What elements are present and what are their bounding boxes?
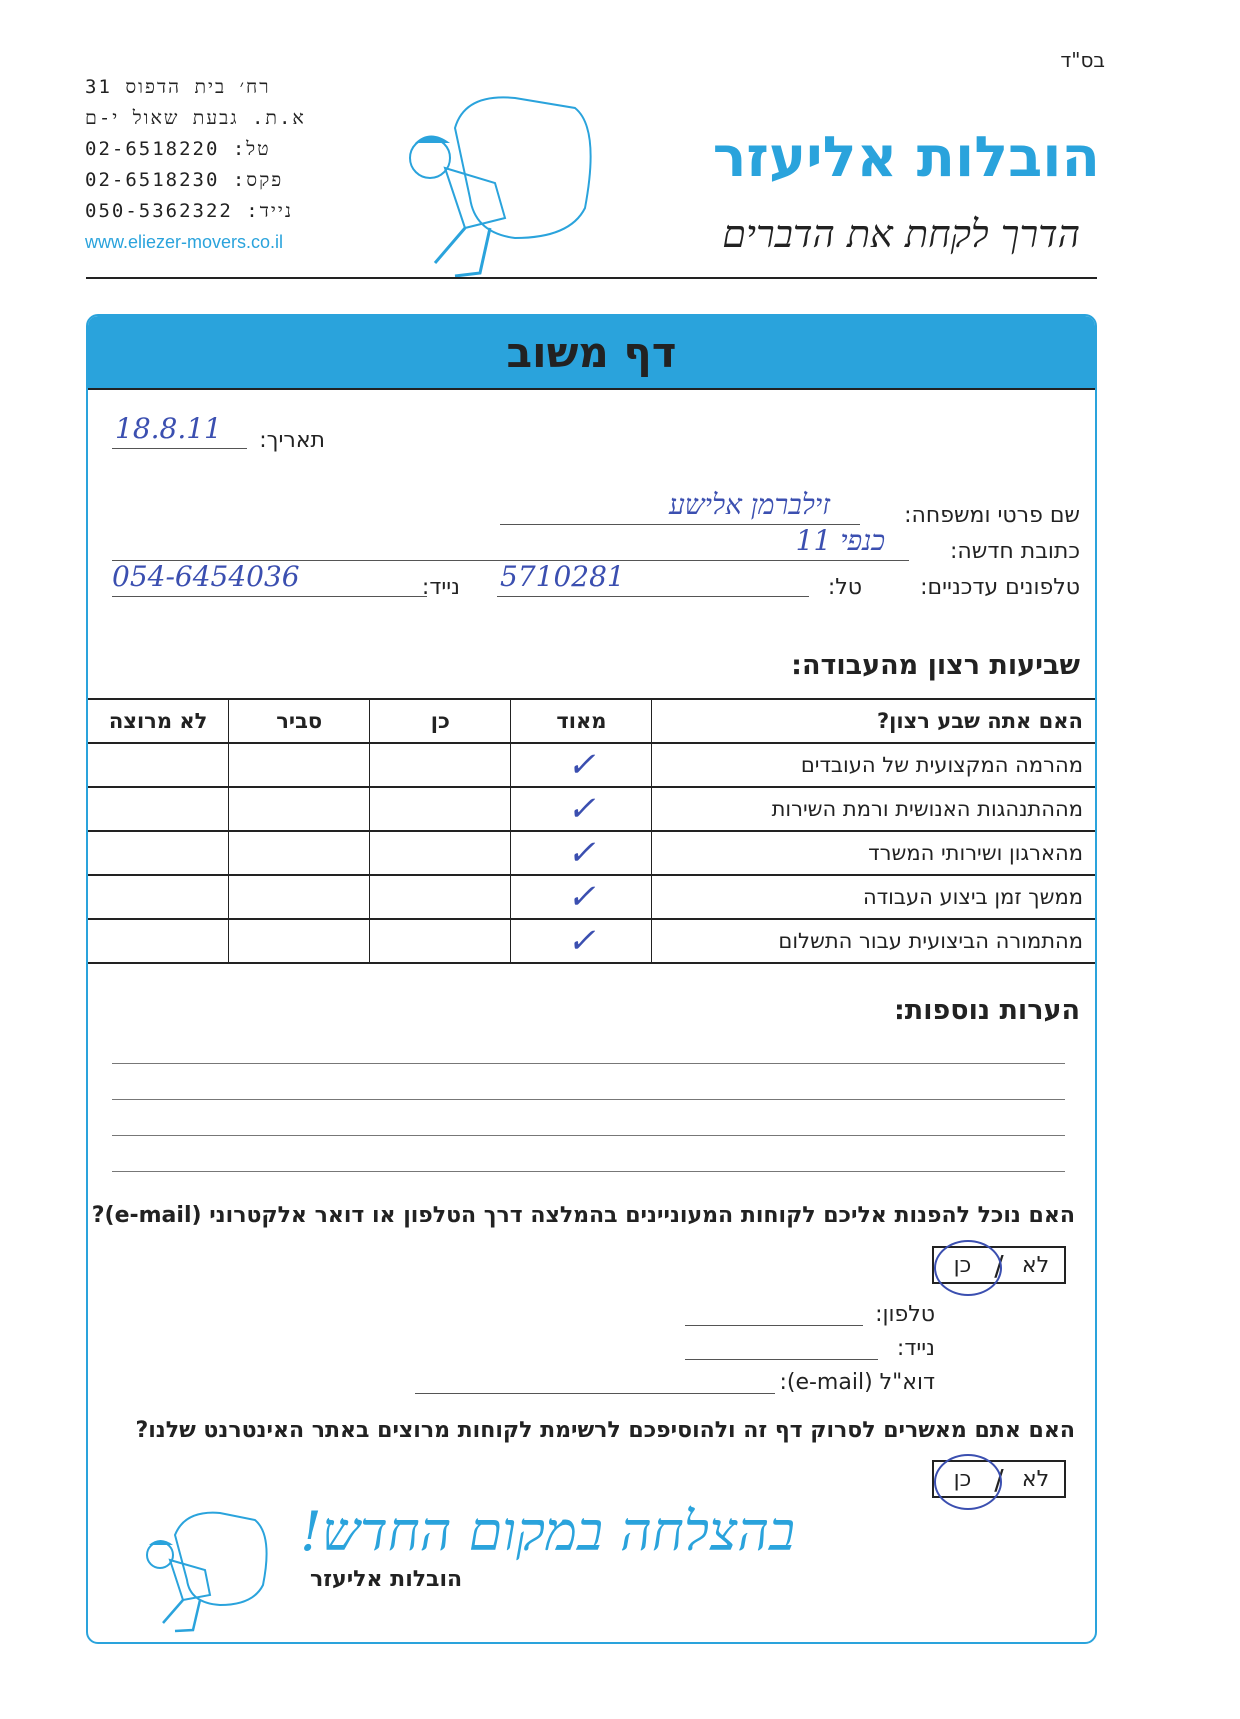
notes-line-1[interactable] — [112, 1063, 1065, 1064]
table-row — [88, 787, 1095, 831]
row-label: מהרמה המקצועית של העובדים — [652, 743, 1095, 787]
slogan: הדרך לקחת את הדברים — [722, 212, 1080, 256]
satisfaction-heading: שביעות רצון מהעבודה: — [791, 650, 1080, 681]
check-mark-icon: ✓ — [567, 833, 596, 873]
not-satisfied-cell[interactable] — [88, 919, 229, 963]
row-label: מהתמורה הביצועית עבור התשלום — [652, 919, 1095, 963]
yes-circle-mark — [934, 1454, 1002, 1510]
very-column-header: מאוד — [511, 699, 652, 743]
phone-line: טל: 02-6518220 — [85, 138, 271, 160]
form-title: דף משוב — [506, 327, 677, 377]
row-label: ממשך זמן ביצוע העבודה — [652, 875, 1095, 919]
table-row — [88, 875, 1095, 919]
publish-question: האם אתם מאשרים לסרוק דף זה ולהוסיפכם לרשימת לקוחות מרוצים באתר האינטרנט שלנו? — [135, 1418, 1075, 1443]
very-cell[interactable] — [511, 787, 652, 831]
phone-value: 5710281 — [500, 560, 625, 593]
referral-mobile-field[interactable] — [685, 1331, 878, 1360]
reasonable-cell[interactable] — [229, 743, 370, 787]
address-line-1: רח׳ בית הדפוס 31 — [85, 76, 271, 98]
notes-line-4[interactable] — [112, 1171, 1065, 1172]
company-name: הובלות אליעזר — [712, 125, 1100, 190]
address-line-2: א.ת. גבעת שאול י-ם — [85, 107, 306, 129]
referral-question: האם נוכל להפנות אליכם לקוחות המעוניינים בהמלצה דרך הטלפון או דואר אלקטרוני (e-mail)? — [91, 1203, 1075, 1228]
question-column-header: האם אתה שבע רצון? — [652, 699, 1095, 743]
not-satisfied-cell[interactable] — [88, 787, 229, 831]
notes-heading: הערות נוספות: — [893, 995, 1080, 1026]
very-cell[interactable] — [511, 919, 652, 963]
address-field[interactable] — [112, 532, 909, 561]
publish-no-option[interactable]: לא — [1021, 1466, 1050, 1492]
closing-company-name: הובלות אליעזר — [310, 1567, 463, 1592]
reasonable-cell[interactable] — [229, 919, 370, 963]
satisfaction-table — [88, 698, 1095, 964]
yes-cell[interactable] — [370, 787, 511, 831]
notes-line-3[interactable] — [112, 1135, 1065, 1136]
yes-cell[interactable] — [370, 743, 511, 787]
closing-wish: בהצלחה במקום החדש! — [300, 1500, 795, 1563]
check-mark-icon: ✓ — [567, 745, 596, 785]
table-row — [88, 743, 1095, 787]
yes-cell[interactable] — [370, 919, 511, 963]
name-value: זילברמן אלישע — [668, 488, 830, 521]
phone-label: טל: — [827, 575, 862, 600]
check-mark-icon: ✓ — [567, 921, 596, 961]
referral-email-label: דוא"ל (e-mail): — [779, 1370, 935, 1395]
yes-column-header: כן — [370, 699, 511, 743]
name-label: שם פרטי ומשפחה: — [904, 503, 1080, 528]
divider-slash: / — [994, 1462, 1004, 1496]
yes-circle-mark — [934, 1240, 1002, 1296]
referral-phone-field[interactable] — [685, 1297, 863, 1326]
mover-mascot-icon — [395, 88, 605, 283]
very-cell[interactable] — [511, 743, 652, 787]
referral-mobile-label: נייד: — [896, 1336, 935, 1361]
referral-email-field[interactable] — [415, 1365, 775, 1394]
not-satisfied-column-header: לא מרוצה — [88, 699, 229, 743]
table-row — [88, 919, 1095, 963]
bsd-mark: בס"ד — [1060, 48, 1105, 72]
contact-block — [85, 72, 345, 258]
reasonable-cell[interactable] — [229, 787, 370, 831]
phones-label: טלפונים עדכניים: — [920, 575, 1080, 600]
date-label: תאריך: — [259, 428, 325, 453]
notes-line-2[interactable] — [112, 1099, 1065, 1100]
yes-cell[interactable] — [370, 831, 511, 875]
fax-line: פקס: 02-6518230 — [85, 169, 284, 191]
not-satisfied-cell[interactable] — [88, 831, 229, 875]
table-row — [88, 831, 1095, 875]
very-cell[interactable] — [511, 831, 652, 875]
divider-slash: / — [994, 1248, 1004, 1282]
very-cell[interactable] — [511, 875, 652, 919]
reasonable-cell[interactable] — [229, 875, 370, 919]
referral-phone-label: טלפון: — [875, 1302, 935, 1327]
not-satisfied-cell[interactable] — [88, 875, 229, 919]
reasonable-column-header: סביר — [229, 699, 370, 743]
address-label: כתובת חדשה: — [949, 539, 1080, 564]
website-link[interactable]: www.eliezer-movers.co.il — [85, 232, 284, 252]
table-header-row — [88, 699, 1095, 743]
date-value: 18.8.11 — [115, 412, 222, 445]
referral-yes-option[interactable]: כן — [953, 1252, 972, 1278]
header-divider — [86, 277, 1097, 279]
address-value: כנפי 11 — [795, 524, 885, 557]
mobile-line: נייד: 050-5362322 — [85, 200, 294, 222]
not-satisfied-cell[interactable] — [88, 743, 229, 787]
check-mark-icon: ✓ — [567, 877, 596, 917]
check-mark-icon: ✓ — [567, 789, 596, 829]
row-label: מההתנהגות האנושית ורמת השירות — [652, 787, 1095, 831]
yes-cell[interactable] — [370, 875, 511, 919]
row-label: מהארגון ושירותי המשרד — [652, 831, 1095, 875]
publish-yes-option[interactable]: כן — [953, 1466, 972, 1492]
mobile-value: 054-6454036 — [112, 560, 300, 593]
reasonable-cell[interactable] — [229, 831, 370, 875]
mobile-label: נייד: — [421, 575, 460, 600]
mover-mascot-icon — [135, 1505, 275, 1635]
referral-no-option[interactable]: לא — [1021, 1252, 1050, 1278]
form-title-bar — [88, 316, 1095, 390]
